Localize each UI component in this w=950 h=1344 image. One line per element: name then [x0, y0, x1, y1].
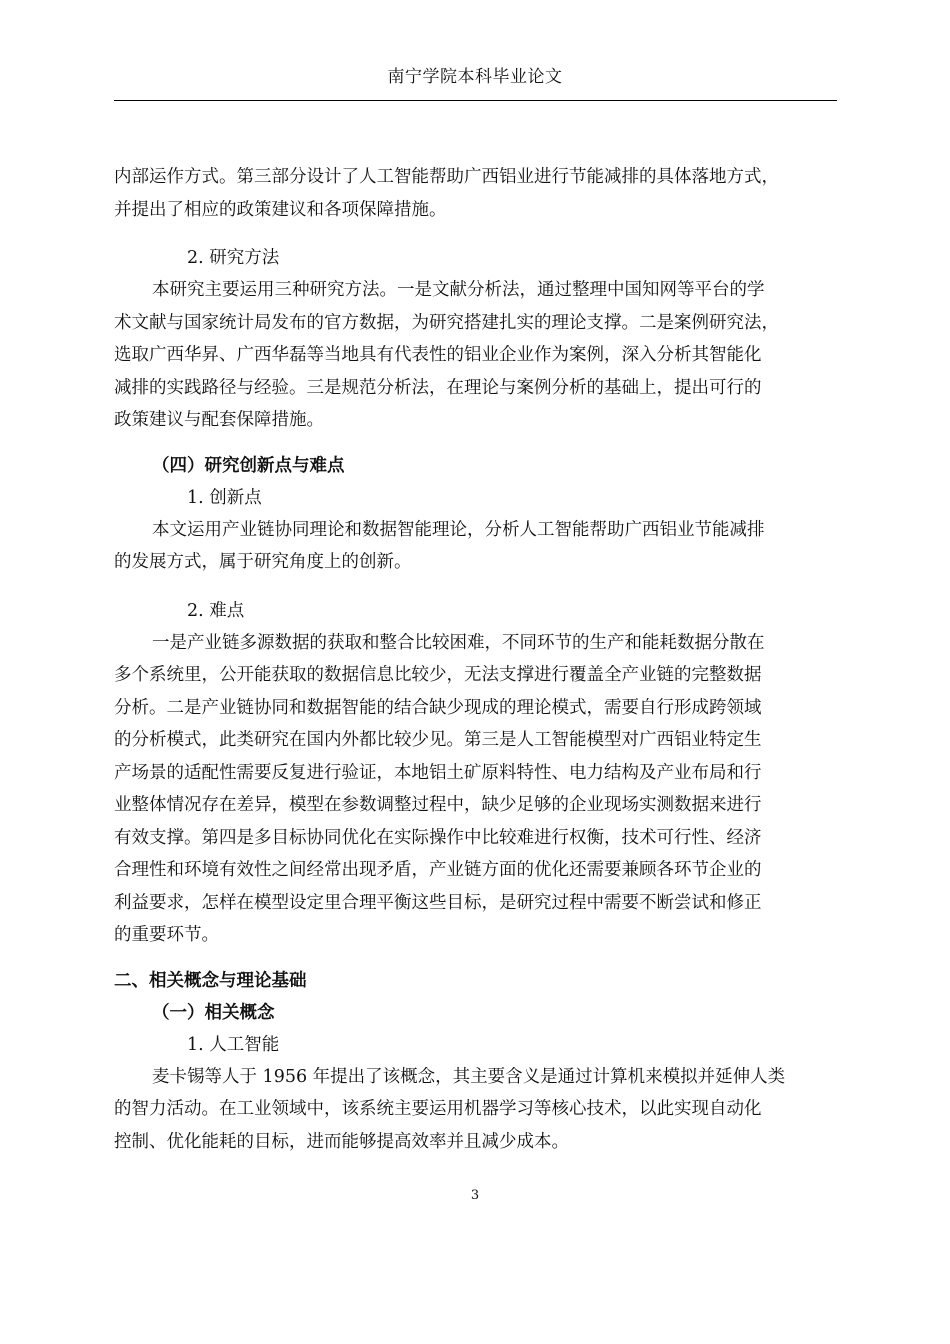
text-line: 政策建议与配套保障措施。	[114, 410, 324, 430]
text-line: 有效支撑。第四是多目标协同优化在实际操作中比较难进行权衡，技术可行性、经济	[114, 827, 762, 848]
heading-artificial-intelligence: 1. 人工智能	[187, 1034, 280, 1055]
paragraph-artificial-intelligence	[114, 1061, 837, 1159]
section-heading-concepts: （一）相关概念	[152, 1002, 275, 1023]
page-header: 南宁学院本科毕业论文	[387, 67, 563, 87]
text-line: 的重要环节。	[114, 925, 219, 945]
page-number: 3	[470, 1188, 480, 1203]
text-line: 的智力活动。在工业领域中，该系统主要运用机器学习等核心技术，以此实现自动化	[114, 1099, 762, 1119]
document-body	[114, 161, 837, 1158]
text-line: 并提出了相应的政策建议和各项保障措施。	[114, 199, 447, 220]
paragraph-difficulty	[114, 627, 837, 952]
text-line: 控制、优化能耗的目标，进而能够提高效率并且减少成本。	[114, 1131, 569, 1152]
paragraph-structure-summary	[114, 161, 837, 226]
header-divider	[114, 100, 837, 101]
text-line: 利益要求，怎样在模型设定里合理平衡这些目标，是研究过程中需要不断尝试和修正	[114, 892, 762, 913]
text-line: 分析。二是产业链协同和数据智能的结合缺少现成的理论模式，需要自行形成跨领域	[114, 697, 762, 718]
text-line: 减排的实践路径与经验。三是规范分析法，在理论与案例分析的基础上，提出可行的	[114, 377, 762, 398]
text-line: 术文献与国家统计局发布的官方数据，为研究搭建扎实的理论支撑。二是案例研究法，	[114, 312, 779, 333]
text-line: 产场景的适配性需要反复进行验证，本地铝土矿原料特性、电力结构及产业布局和行	[114, 762, 762, 783]
text-line: 一是产业链多源数据的获取和整合比较困难，不同环节的生产和能耗数据分散在	[152, 632, 765, 653]
paragraph-innovation	[114, 514, 837, 579]
text-line: 本研究主要运用三种研究方法。一是文献分析法，通过整理中国知网等平台的学	[152, 280, 765, 300]
text-line: 业整体情况存在差异，模型在参数调整过程中，缺少足够的企业现场实测数据来进行	[114, 795, 762, 815]
heading-research-methods: 2. 研究方法	[187, 248, 280, 268]
text-line: 本文运用产业链协同理论和数据智能理论，分析人工智能帮助广西铝业节能减排	[152, 519, 765, 540]
text-line: 选取广西华昇、广西华磊等当地具有代表性的铝业企业作为案例，深入分析其智能化	[114, 345, 762, 365]
text-line: 内部运作方式。第三部分设计了人工智能帮助广西铝业进行节能减排的具体落地方式，	[114, 167, 779, 187]
chapter-heading: 二、相关概念与理论基础	[114, 970, 307, 991]
paragraph-research-methods	[114, 274, 837, 437]
text-line: 的分析模式，此类研究在国内外都比较少见。第三是人工智能模型对广西铝业特定生	[114, 730, 762, 750]
text-line: 多个系统里，公开能获取的数据信息比较少，无法支撑进行覆盖全产业链的完整数据	[114, 665, 762, 685]
heading-innovation: 1. 创新点	[187, 487, 262, 508]
text-line: 合理性和环境有效性之间经常出现矛盾，产业链方面的优化还需要兼顾各环节企业的	[114, 860, 762, 880]
text-line: 麦卡锡等人于 1956 年提出了该概念，其主要含义是通过计算机来模拟并延伸人类	[152, 1066, 786, 1087]
heading-innovation-and-difficulty: （四）研究创新点与难点	[152, 455, 345, 476]
heading-difficulty: 2. 难点	[187, 600, 245, 621]
text-line: 的发展方式，属于研究角度上的创新。	[114, 552, 412, 572]
